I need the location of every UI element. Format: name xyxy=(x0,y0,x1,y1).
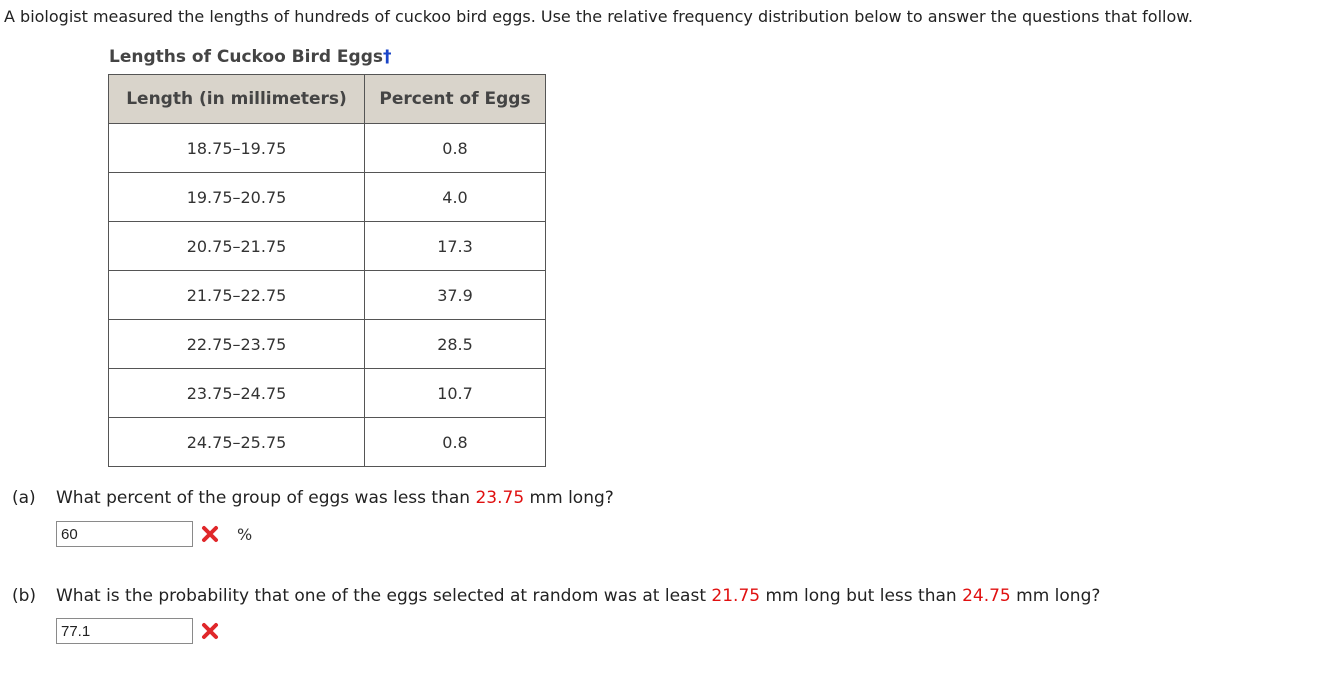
frequency-table xyxy=(108,74,546,467)
cell-percent: 37.9 xyxy=(365,271,546,320)
footnote-dagger-link[interactable]: † xyxy=(383,47,392,67)
cell-percent: 4.0 xyxy=(365,173,546,222)
cell-percent: 17.3 xyxy=(365,222,546,271)
answer-b-input[interactable] xyxy=(56,618,193,644)
question-b-text-2: mm long but less than xyxy=(760,586,963,606)
table-row xyxy=(109,320,546,369)
answer-b-row xyxy=(56,618,219,644)
table-row xyxy=(109,173,546,222)
question-a xyxy=(12,488,614,508)
incorrect-x-icon xyxy=(201,525,219,543)
header-length: Length (in millimeters) xyxy=(109,75,365,124)
cell-percent: 28.5 xyxy=(365,320,546,369)
table-row xyxy=(109,369,546,418)
table-row xyxy=(109,124,546,173)
header-percent: Percent of Eggs xyxy=(365,75,546,124)
table-row xyxy=(109,271,546,320)
cell-length: 22.75–23.75 xyxy=(109,320,365,369)
table-title-text: Lengths of Cuckoo Bird Eggs xyxy=(109,47,384,67)
table-row xyxy=(109,222,546,271)
incorrect-x-icon xyxy=(201,622,219,640)
intro-text: A biologist measured the lengths of hundreds of cuckoo bird eggs. Use the relative frequency distribution below to answer the questions that follow. xyxy=(4,7,1193,26)
question-b-value-1: 21.75 xyxy=(711,586,761,606)
question-b-value-2: 24.75 xyxy=(962,586,1011,606)
question-a-value: 23.75 xyxy=(475,488,525,508)
table-title xyxy=(109,47,392,67)
question-a-text-2: mm long? xyxy=(524,488,614,508)
question-a-part: (a) xyxy=(12,488,36,508)
table-row xyxy=(109,418,546,467)
question-b-text-1: What is the probability that one of the eggs selected at random was at least xyxy=(56,586,712,606)
table-header-row xyxy=(109,75,546,124)
question-b xyxy=(12,586,1100,606)
cell-length: 20.75–21.75 xyxy=(109,222,365,271)
cell-percent: 0.8 xyxy=(365,124,546,173)
cell-length: 23.75–24.75 xyxy=(109,369,365,418)
question-a-text-1: What percent of the group of eggs was less than xyxy=(56,488,476,508)
answer-a-unit: % xyxy=(237,524,253,544)
cell-percent: 0.8 xyxy=(365,418,546,467)
cell-length: 19.75–20.75 xyxy=(109,173,365,222)
cell-length: 21.75–22.75 xyxy=(109,271,365,320)
question-b-text-3: mm long? xyxy=(1010,586,1101,606)
answer-a-input[interactable] xyxy=(56,521,193,547)
question-b-part: (b) xyxy=(12,586,37,606)
answer-a-row xyxy=(56,521,252,547)
cell-length: 24.75–25.75 xyxy=(109,418,365,467)
cell-percent: 10.7 xyxy=(365,369,546,418)
cell-length: 18.75–19.75 xyxy=(109,124,365,173)
